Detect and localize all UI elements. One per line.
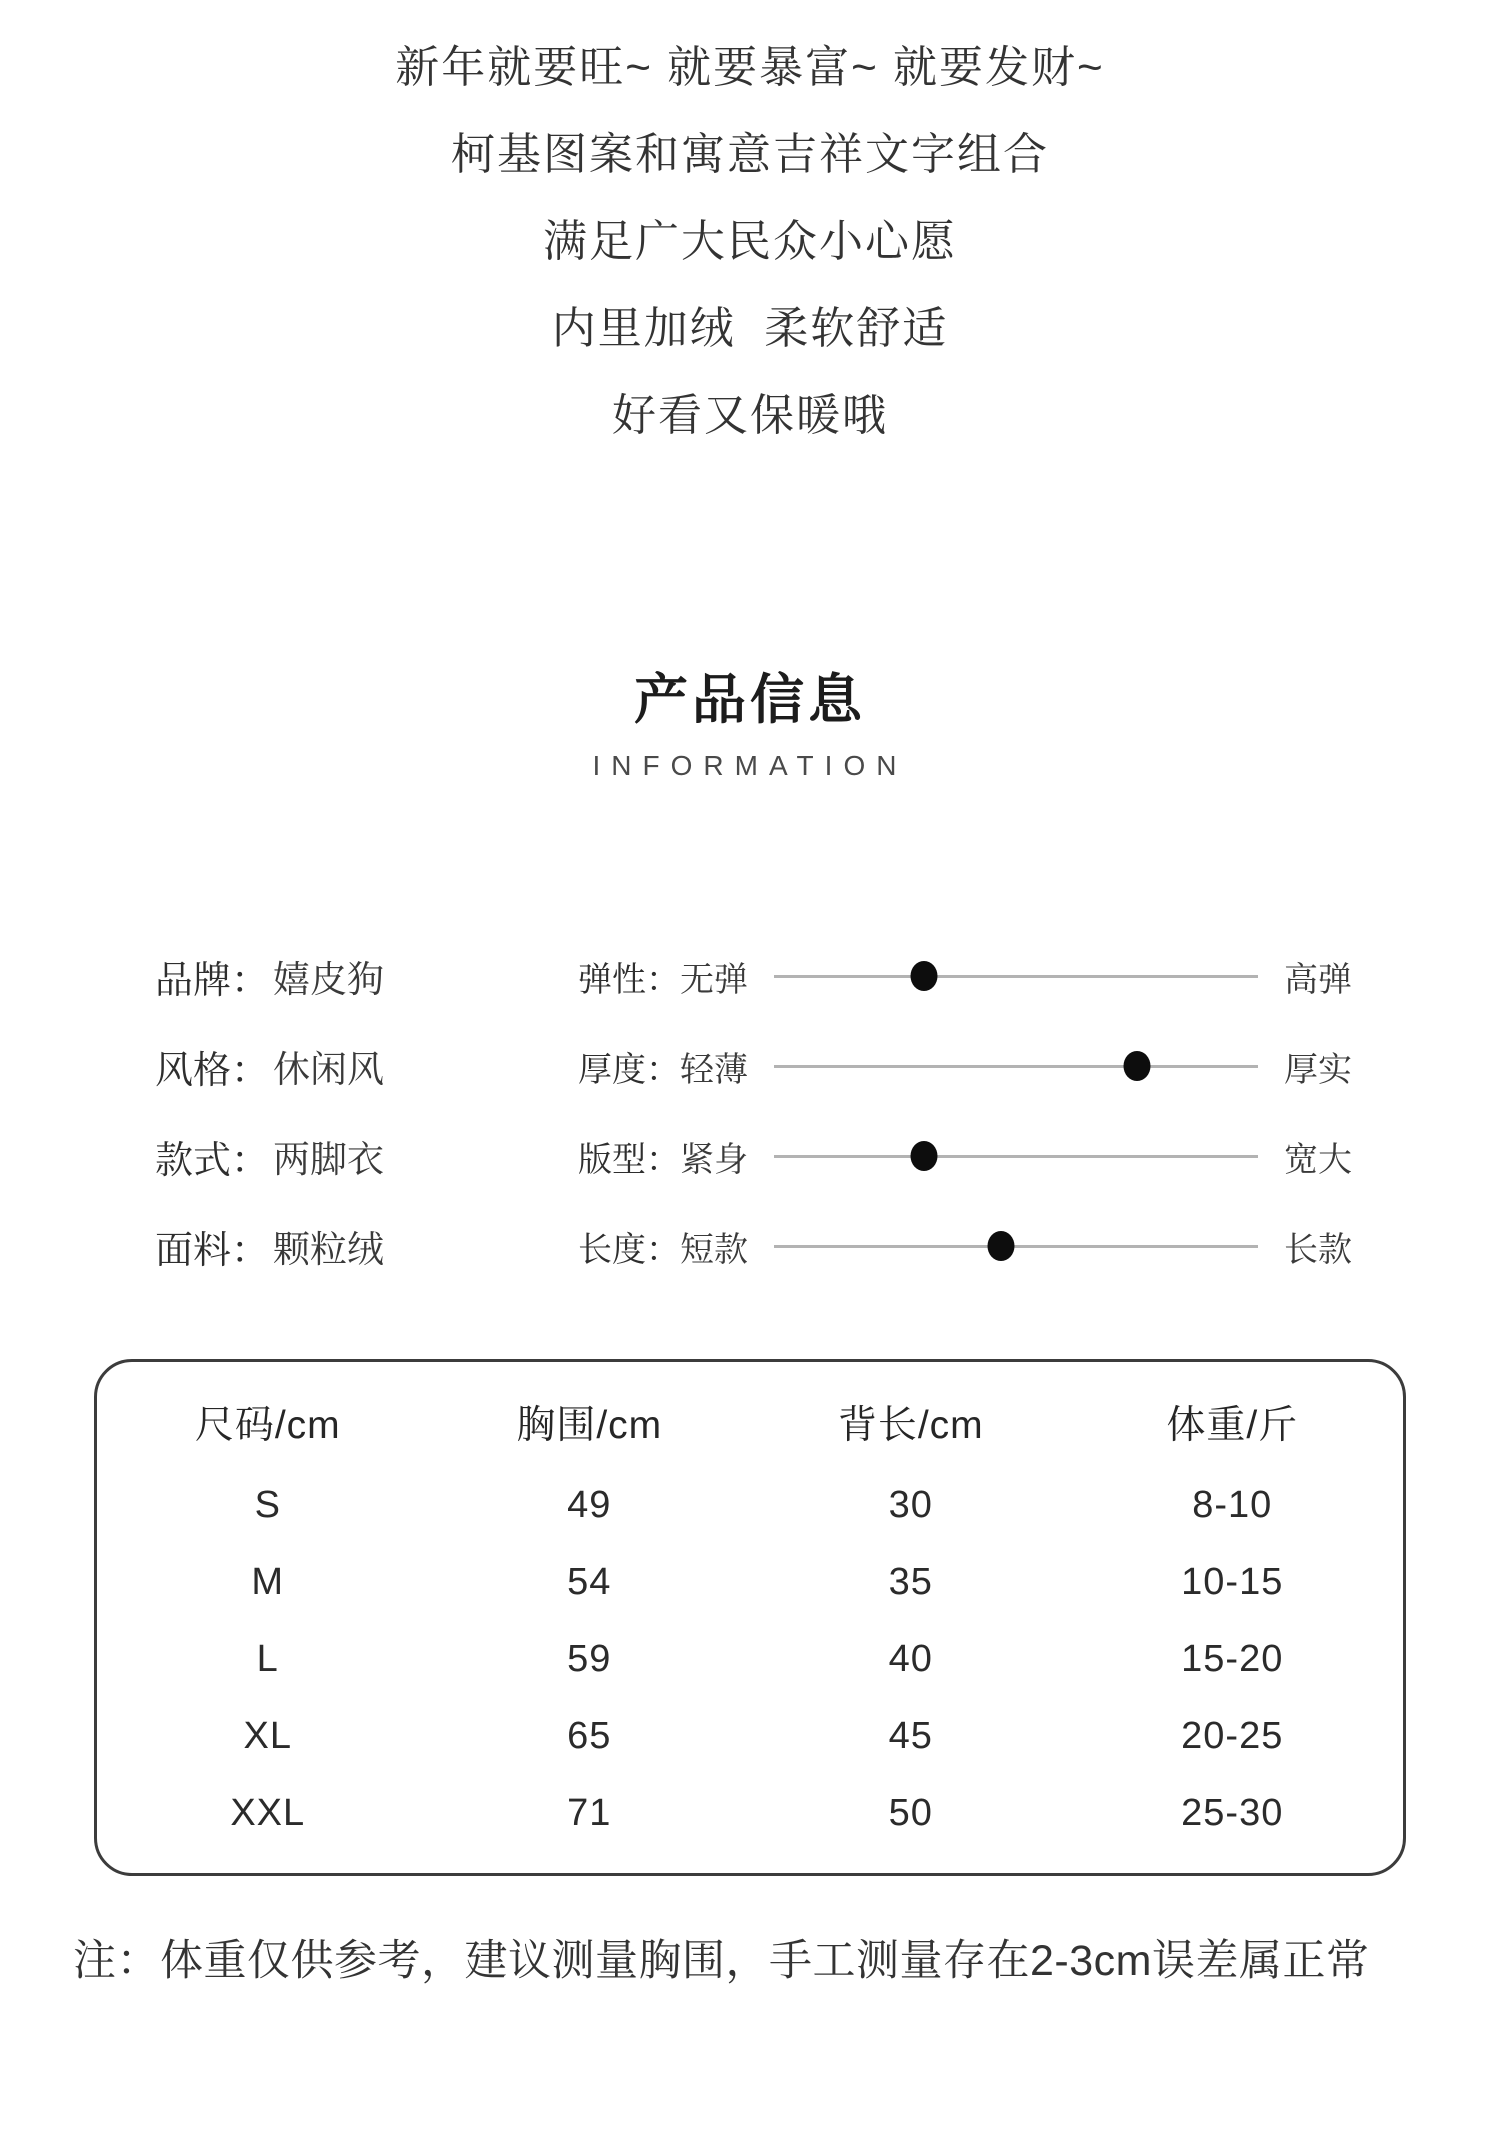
table-row: [107, 1621, 1393, 1698]
attribute-value: 两脚衣: [273, 1139, 385, 1180]
slider-row-length: [578, 1201, 1352, 1291]
product-info-section: [0, 931, 1500, 1291]
table-cell: 45: [888, 1715, 933, 1757]
slider-dot-icon: [911, 1141, 938, 1171]
table-cell: 50: [888, 1792, 933, 1834]
slider-label: 版型：: [578, 1140, 680, 1179]
table-cell: 40: [888, 1638, 933, 1680]
hero-line: 新年就要旺~ 就要暴富~ 就要发财~: [395, 43, 1105, 92]
table-header-cell: 背长/cm: [837, 1404, 984, 1447]
table-cell: 35: [888, 1561, 933, 1603]
slider-track: [774, 1245, 1258, 1248]
slider-min-label: 短款: [680, 1230, 748, 1269]
slider-row-thickness: [578, 1021, 1352, 1111]
slider-track: [774, 975, 1258, 978]
table-cell: 8-10: [1192, 1484, 1273, 1526]
slider-max-label: 宽大: [1284, 1140, 1352, 1179]
table-row: [107, 1544, 1393, 1621]
table-cell: 59: [567, 1638, 612, 1680]
attribute-label: 品牌：: [155, 959, 270, 1002]
slider-track: [774, 1065, 1258, 1068]
note-text: 注：体重仅供参考，建议测量胸围，手工测量存在2-3cm误差属正常: [73, 1937, 1370, 1985]
table-cell: 15-20: [1181, 1638, 1284, 1680]
attribute-value: 嬉皮狗: [273, 959, 385, 1000]
slider-max-label: 长款: [1284, 1230, 1352, 1269]
table-header-row: [107, 1377, 1393, 1467]
attribute-row-brand: [155, 931, 520, 1021]
slider-dot-icon: [911, 961, 938, 991]
hero-line: 好看又保暖哦: [612, 391, 888, 440]
table-cell: XXL: [230, 1792, 306, 1834]
slider-row-fit: [578, 1111, 1352, 1201]
slider-label: 厚度：: [578, 1050, 680, 1089]
table-cell: S: [254, 1484, 281, 1526]
table-cell: 49: [567, 1484, 612, 1526]
hero-line: 满足广大民众小心愿: [543, 217, 957, 266]
table-header-cell: 胸围/cm: [516, 1404, 663, 1447]
attribute-row-type: [155, 1111, 520, 1201]
attribute-label: 款式：: [155, 1139, 270, 1182]
slider-track: [774, 1155, 1258, 1158]
slider-max-label: 厚实: [1284, 1050, 1352, 1089]
table-cell: 65: [567, 1715, 612, 1757]
section-heading: [0, 671, 1500, 781]
table-cell: L: [256, 1638, 279, 1680]
attribute-row-fabric: [155, 1201, 520, 1291]
table-cell: M: [251, 1561, 285, 1603]
table-row: [107, 1775, 1393, 1852]
hero-line: 内里加绒 柔软舒适: [551, 304, 949, 353]
table-cell: 71: [567, 1792, 612, 1834]
slider-row-elasticity: [578, 931, 1352, 1021]
slider-label: 长度：: [578, 1230, 680, 1269]
slider-label: 弹性：: [578, 960, 680, 999]
slider-max-label: 高弹: [1284, 960, 1352, 999]
hero-text-block: [0, 0, 1500, 459]
attribute-value: 休闲风: [273, 1049, 385, 1090]
attribute-label: 面料：: [155, 1229, 270, 1272]
table-cell: 25-30: [1181, 1792, 1284, 1834]
table-cell: 30: [888, 1484, 933, 1526]
slider-min-label: 无弹: [680, 960, 748, 999]
attribute-label: 风格：: [155, 1049, 270, 1092]
table-header-cell: 尺码/cm: [194, 1404, 341, 1447]
table-cell: 10-15: [1181, 1561, 1284, 1603]
slider-dot-icon: [1124, 1051, 1151, 1081]
table-cell: XL: [243, 1715, 292, 1757]
slider-dot-icon: [988, 1231, 1015, 1261]
table-cell: 54: [567, 1561, 612, 1603]
table-header-cell: 体重/斤: [1166, 1404, 1299, 1447]
slider-min-label: 轻薄: [680, 1050, 748, 1089]
attribute-list: [0, 931, 520, 1291]
attribute-value: 颗粒绒: [273, 1229, 385, 1270]
slider-list: [520, 931, 1500, 1291]
table-cell: 20-25: [1181, 1715, 1284, 1757]
page-subtitle: INFORMATION: [592, 750, 908, 781]
slider-min-label: 紧身: [680, 1140, 748, 1179]
hero-line: 柯基图案和寓意吉祥文字组合: [451, 130, 1049, 179]
size-table: [94, 1359, 1406, 1876]
table-row: [107, 1698, 1393, 1775]
attribute-row-style: [155, 1021, 520, 1111]
table-row: [107, 1467, 1393, 1544]
page-title: 产品信息: [634, 670, 866, 730]
